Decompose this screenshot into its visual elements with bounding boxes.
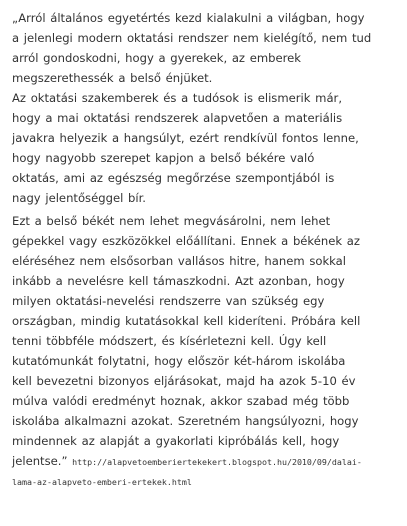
text-line: kutatómunkát folytatni, hogy először két-három iskolába [12,354,346,368]
text-line: nagy jelentőséggel bír. [12,191,146,205]
text-line: tenni többféle módszert, és kísérletezni kell. Úgy kell [12,334,327,348]
text-line: iskolába alkalmazni azokat. Szeretném hangsúlyozni, hogy [12,414,359,428]
text-line: gépekkel vagy eszközökkel előállítani. Ennek a békének az [12,234,360,248]
text-line: milyen oktatási-nevelési rendszerre van szükség egy [12,294,325,308]
paragraph-1 [12,8,404,208]
text-line: múlva valódi eredményt hoznak, akkor szabad még több [12,394,350,408]
text-line: mindennek az alapját a gyakorlati kipróbálás kell, hogy [12,434,340,448]
source-link[interactable]: http://alapvetoemberiertekekert.blogspot.hu/2010/09/dalai- [72,457,362,467]
closing-quote-text: jelentse.” [12,454,68,468]
text-line: eléréséhez nem elsősorban vallásos hitre, hanem sokkal [12,254,346,268]
text-line: kell bevezetni bizonyos eljárásokat, majd ha azok 5-10 év [12,374,356,388]
text-line: „Arról általános egyetértés kezd kialakulni a világban, hogy [12,11,365,25]
article [12,8,404,492]
text-line: országban, mindig kutatásokkal kell kideríteni. Próbára kell [12,314,361,328]
text-line: inkább a nevelésre kell támaszkodni. Azt azonban, hogy [12,274,345,288]
text-line: a jelenlegi modern oktatási rendszer nem kielégítő, nem tud [12,31,372,45]
paragraph-2 [12,211,404,492]
text-line: megszerethessék a belső énjüket. [12,71,213,85]
text-line: arról gondoskodni, hogy a gyerekek, az emberek [12,51,301,65]
text-line: Az oktatási szakemberek és a tudósok is elismerik már, [12,91,343,105]
source-link-continuation[interactable]: lama-az-alapveto-emberi-ertekek.html [12,477,192,487]
text-line: oktatás, ami az egészség megőrzése szempontjából is [12,171,335,185]
closing-line [12,451,404,472]
text-line: hogy a mai oktatási rendszerek alapvetően a materiális [12,111,343,125]
text-line: Ezt a belső békét nem lehet megvásárolni, nem lehet [12,214,331,228]
text-line: hogy nagyobb szerepet kapjon a belső békére való [12,151,315,165]
text-line: javakra helyezik a hangsúlyt, ezért rendkívül fontos lenne, [12,131,359,145]
